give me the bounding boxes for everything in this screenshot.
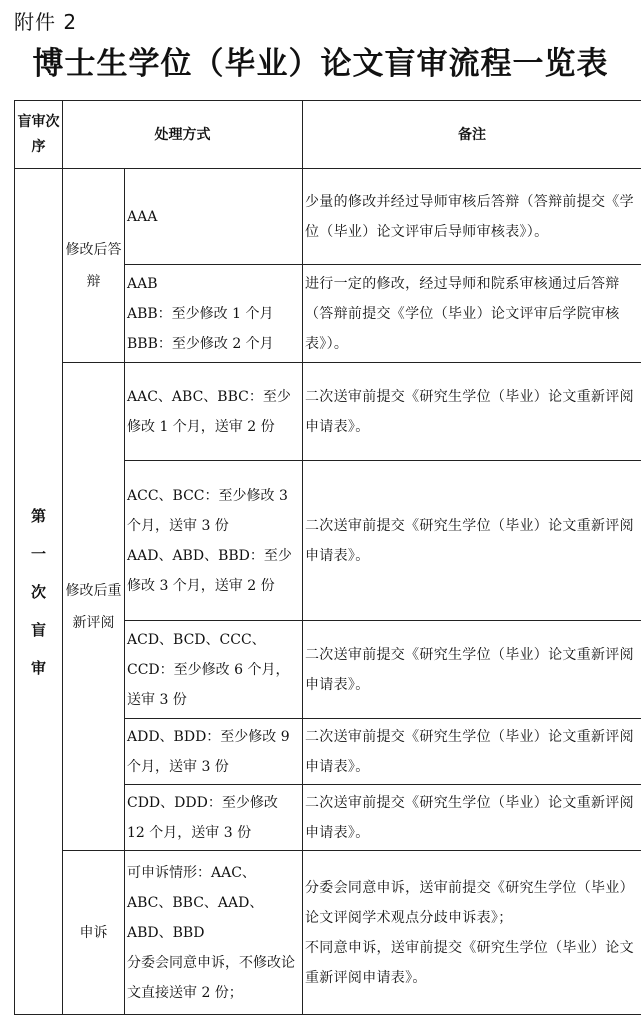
note-cell: 二次送审前提交《研究生学位（毕业）论文重新评阅申请表》。 (303, 621, 641, 719)
header-order: 盲审次序 (15, 101, 63, 169)
method-cell: ACC、BCC：至少修改 3 个月，送审 3 份 AAD、ABD、BBD：至少修改 3 个月，送审 2 份 (125, 461, 303, 621)
table-row (15, 851, 641, 1015)
method-cell: ADD、BDD：至少修改 9 个月，送审 3 份 (125, 719, 303, 785)
table-row (15, 363, 641, 461)
stage-label: 第一次盲审 (30, 506, 46, 677)
note-cell: 二次送审前提交《研究生学位（毕业）论文重新评阅申请表》。 (303, 719, 641, 785)
note-cell: 二次送审前提交《研究生学位（毕业）论文重新评阅申请表》。 (303, 785, 641, 851)
page-title: 博士生学位（毕业）论文盲审流程一览表 (32, 46, 609, 82)
method-cell: ACD、BCD、CCC、CCD：至少修改 6 个月，送审 3 份 (125, 621, 303, 719)
note-cell: 少量的修改并经过导师审核后答辩（答辩前提交《学位（毕业）论文评审后导师审核表》）。 (303, 169, 641, 265)
header-method: 处理方式 (63, 101, 303, 169)
header-note: 备注 (303, 101, 641, 169)
group-revise-then-defend (63, 169, 125, 363)
method-cell: AAB ABB：至少修改 1 个月 BBB：至少修改 2 个月 (125, 265, 303, 363)
group-revise-then-rereview (63, 363, 125, 851)
group-label: 修改后答辩 (65, 241, 122, 290)
note-cell: 进行一定的修改，经过导师和院系审核通过后答辩（答辩前提交《学位（毕业）论文评审后学院审核表》）。 (303, 265, 641, 363)
note-cell: 二次送审前提交《研究生学位（毕业）论文重新评阅申请表》。 (303, 363, 641, 461)
method-cell: AAC、ABC、BBC：至少修改 1 个月，送审 2 份 (125, 363, 303, 461)
review-process-table (14, 100, 641, 1015)
stage-first-review (15, 169, 63, 1015)
method-cell: CDD、DDD：至少修改 12 个月，送审 3 份 (125, 785, 303, 851)
attachment-label: 附件 2 (14, 10, 78, 34)
group-label: 修改后重新评阅 (65, 582, 122, 631)
method-cell: AAA (125, 169, 303, 265)
note-cell: 分委会同意申诉，送审前提交《研究生学位（毕业）论文评阅学术观点分歧申诉表》； 不同意申诉，送审前提交《研究生学位（毕业）论文重新评阅申请表》。 (303, 851, 641, 1015)
method-cell: 可申诉情形：AAC、ABC、BBC、AAD、ABD、BBD 分委会同意申诉，不修改论文直接送审 2 份； (125, 851, 303, 1015)
table-row (15, 169, 641, 265)
group-label: 申诉 (79, 924, 108, 941)
note-cell: 二次送审前提交《研究生学位（毕业）论文重新评阅申请表》。 (303, 461, 641, 621)
table-header-row (15, 101, 641, 169)
group-appeal (63, 851, 125, 1015)
